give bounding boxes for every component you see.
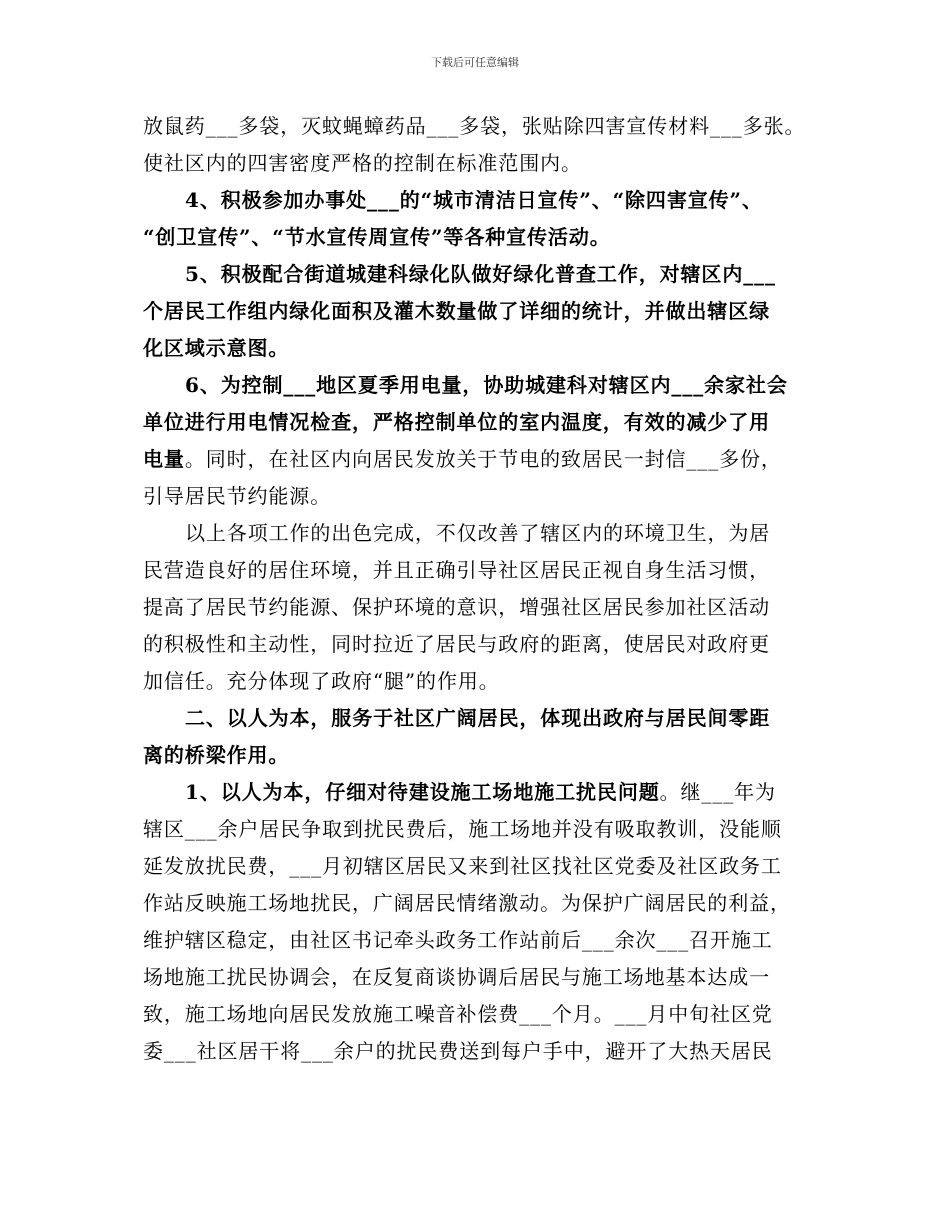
text-line: 离的桥梁作用。 — [143, 743, 290, 767]
text-line: 引导居民节约能源。 — [143, 484, 332, 508]
text-line: 5、积极配合街道城建科绿化队做好绿化普查工作，对辖区内___ — [185, 262, 776, 286]
text-line — [185, 779, 776, 805]
text-bold-run: 电量 — [143, 447, 185, 471]
text-line: 个居民工作组内绿化面积及灌木数量做了详细的统计，并做出辖区绿 — [143, 299, 770, 323]
text-line: 加信任。充分体现了政府“腿”的作用。 — [143, 669, 500, 693]
text-run: 。继___年为 — [659, 780, 776, 804]
text-line: 延发放扰民费，___月初辖区居民又来到社区找社区党委及社区政务工 — [143, 854, 782, 878]
text-line: 民营造良好的居住环境，并且正确引导社区居民正视自身生活习惯， — [143, 558, 770, 582]
text-line: 致，施工场地向居民发放施工噪音补偿费___个月。___月中旬社区党 — [143, 1002, 773, 1026]
text-line: 4、积极参加办事处___的“城市清洁日宣传”、“除四害宣传”、 — [185, 188, 763, 212]
text-line: 以上各项工作的出色完成，不仅改善了辖区内的环境卫生，为居 — [185, 521, 771, 545]
text-line: 使社区内的四害密度严格的控制在标准范围内。 — [143, 151, 582, 175]
text-line — [143, 446, 782, 472]
text-line: 6、为控制___地区夏季用电量，协助城建科对辖区内___余家社会 — [185, 373, 788, 397]
text-line: 场地施工扰民协调会，在反复商谈协调后居民与施工场地基本达成一 — [143, 965, 770, 989]
text-line: 提高了居民节约能源、保护环境的意识，增强社区居民参加社区活动 — [143, 595, 770, 619]
text-line: “创卫宣传”、“节水宣传周宣传”等各种宣传活动。 — [143, 225, 611, 249]
page-header: 下载后可任意编辑 — [431, 56, 519, 69]
text-run: 。同时，在社区内向居民发放关于节电的致居民一封信___多份， — [184, 447, 782, 471]
text-line: 维护辖区稳定，由社区书记牵头政务工作站前后___余次___召开施工 — [143, 928, 773, 952]
text-line: 作站反映施工场地扰民，广阔居民情绪激动。为保护广阔居民的利益， — [143, 891, 791, 915]
text-line: 单位进行用电情况检查，严格控制单位的室内温度，有效的减少了用 — [143, 410, 770, 434]
text-line: 委___社区居干将___余户的扰民费送到每户手中，避开了大热天居民 — [143, 1039, 773, 1063]
text-line: 放鼠药___多袋，灭蚊蝇蟑药品___多袋，张贴除四害宣传材料___多张。 — [143, 114, 806, 138]
text-line: 二、以人为本，服务于社区广阔居民，体现出政府与居民间零距 — [185, 706, 771, 730]
text-bold-run: 1、以人为本，仔细对待建设施工场地施工扰民问题 — [185, 780, 660, 804]
text-line: 化区域示意图。 — [143, 336, 290, 360]
text-line: 辖区___余户居民争取到扰民费后，施工场地并没有吸取教训，没能顺 — [143, 817, 782, 841]
text-line: 的积极性和主动性，同时拉近了居民与政府的距离，使居民对政府更 — [143, 632, 770, 656]
